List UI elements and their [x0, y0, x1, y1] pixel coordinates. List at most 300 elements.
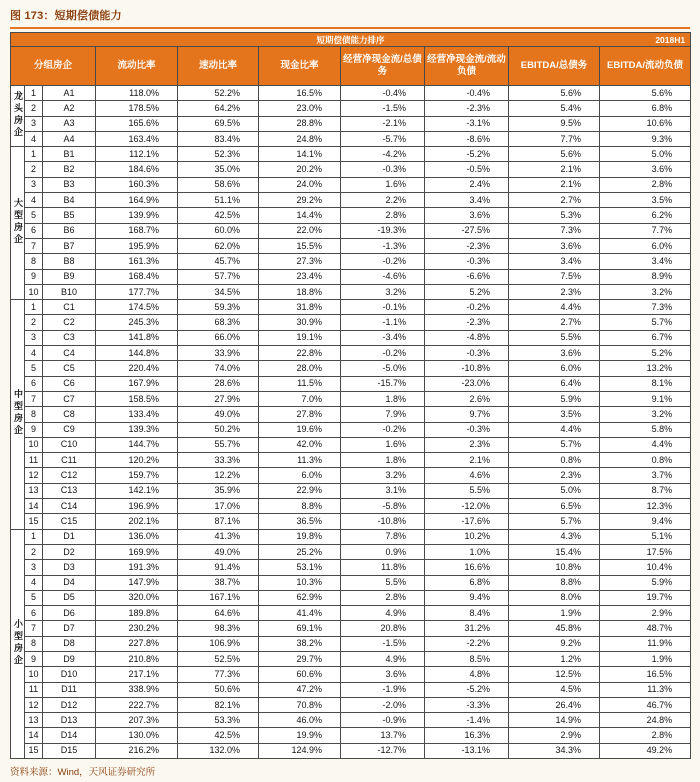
row-number: 2: [25, 162, 43, 177]
value-cell: 64.6%: [178, 606, 259, 621]
row-number: 3: [25, 560, 43, 575]
value-cell: -0.3%: [425, 422, 509, 437]
row-number: 8: [25, 254, 43, 269]
table-row: [11, 346, 691, 361]
table-row: [11, 300, 691, 315]
value-cell: 74.0%: [178, 361, 259, 376]
value-cell: 45.7%: [178, 254, 259, 269]
value-cell: 1.2%: [509, 651, 600, 666]
table-row: [11, 483, 691, 498]
value-cell: 42.0%: [259, 437, 341, 452]
value-cell: 60.0%: [178, 223, 259, 238]
value-cell: -0.3%: [341, 162, 425, 177]
value-cell: 35.0%: [178, 162, 259, 177]
company-code: B5: [43, 208, 96, 223]
company-code: D12: [43, 697, 96, 712]
company-code: B7: [43, 238, 96, 253]
company-code: C6: [43, 376, 96, 391]
row-number: 4: [25, 193, 43, 208]
value-cell: 1.0%: [425, 544, 509, 559]
table-row: [11, 682, 691, 697]
value-cell: 29.2%: [259, 193, 341, 208]
value-cell: 144.7%: [96, 437, 178, 452]
company-code: B9: [43, 269, 96, 284]
value-cell: 7.8%: [341, 529, 425, 544]
value-cell: 112.1%: [96, 147, 178, 162]
value-cell: -8.6%: [425, 131, 509, 146]
value-cell: 8.1%: [600, 376, 691, 391]
value-cell: 1.8%: [341, 391, 425, 406]
row-number: 11: [25, 682, 43, 697]
value-cell: 165.6%: [96, 116, 178, 131]
table-row: [11, 651, 691, 666]
value-cell: -2.3%: [425, 101, 509, 116]
value-cell: 49.2%: [600, 743, 691, 758]
value-cell: 5.9%: [509, 391, 600, 406]
value-cell: 5.8%: [600, 422, 691, 437]
value-cell: 7.5%: [509, 269, 600, 284]
value-cell: 33.9%: [178, 346, 259, 361]
company-code: D8: [43, 636, 96, 651]
value-cell: 11.5%: [259, 376, 341, 391]
value-cell: 210.8%: [96, 651, 178, 666]
company-code: D4: [43, 575, 96, 590]
row-number: 6: [25, 223, 43, 238]
row-number: 5: [25, 361, 43, 376]
row-number: 7: [25, 391, 43, 406]
value-cell: 144.8%: [96, 346, 178, 361]
value-cell: -1.5%: [341, 636, 425, 651]
table-row: [11, 147, 691, 162]
value-cell: 27.3%: [259, 254, 341, 269]
row-number: 9: [25, 422, 43, 437]
value-cell: 2.8%: [341, 208, 425, 223]
value-cell: 19.7%: [600, 590, 691, 605]
value-cell: -1.3%: [341, 238, 425, 253]
table-body: [11, 86, 691, 759]
value-cell: 9.7%: [425, 407, 509, 422]
value-cell: 23.4%: [259, 269, 341, 284]
table-row: [11, 743, 691, 758]
value-cell: -0.4%: [341, 86, 425, 101]
value-cell: 2.6%: [425, 391, 509, 406]
company-code: B4: [43, 193, 96, 208]
value-cell: 42.5%: [178, 728, 259, 743]
value-cell: 1.6%: [341, 177, 425, 192]
value-cell: 141.8%: [96, 330, 178, 345]
table-title: 短期偿债能力排序: [316, 34, 385, 45]
table-row: [11, 208, 691, 223]
table-row: [11, 468, 691, 483]
value-cell: 5.7%: [509, 437, 600, 452]
value-cell: 11.3%: [259, 453, 341, 468]
value-cell: -12.7%: [341, 743, 425, 758]
value-cell: 118.0%: [96, 86, 178, 101]
value-cell: 3.5%: [600, 193, 691, 208]
value-cell: 167.1%: [178, 590, 259, 605]
value-cell: 5.6%: [509, 147, 600, 162]
company-code: D15: [43, 743, 96, 758]
value-cell: 11.3%: [600, 682, 691, 697]
row-number: 14: [25, 728, 43, 743]
header-col: 经营净现金流/流动负债: [425, 47, 509, 86]
value-cell: 52.5%: [178, 651, 259, 666]
value-cell: -0.2%: [341, 346, 425, 361]
value-cell: 133.4%: [96, 407, 178, 422]
table-row: [11, 177, 691, 192]
value-cell: 16.5%: [600, 667, 691, 682]
value-cell: -5.2%: [425, 682, 509, 697]
value-cell: 48.7%: [600, 621, 691, 636]
value-cell: 8.4%: [425, 606, 509, 621]
header-col: 现金比率: [259, 47, 341, 86]
value-cell: 227.8%: [96, 636, 178, 651]
table-row: [11, 162, 691, 177]
value-cell: -3.3%: [425, 697, 509, 712]
value-cell: 19.1%: [259, 330, 341, 345]
value-cell: 53.3%: [178, 713, 259, 728]
value-cell: 16.3%: [425, 728, 509, 743]
value-cell: 9.1%: [600, 391, 691, 406]
table-row: [11, 606, 691, 621]
table-row: [11, 254, 691, 269]
header-group-col: 分组房企: [11, 47, 96, 86]
company-code: A3: [43, 116, 96, 131]
company-code: D14: [43, 728, 96, 743]
value-cell: 14.9%: [509, 713, 600, 728]
value-cell: 22.8%: [259, 346, 341, 361]
value-cell: 16.5%: [259, 86, 341, 101]
company-code: C11: [43, 453, 96, 468]
table-row: [11, 667, 691, 682]
table-row: [11, 636, 691, 651]
value-cell: 3.2%: [600, 407, 691, 422]
value-cell: 245.3%: [96, 315, 178, 330]
value-cell: 2.9%: [600, 606, 691, 621]
value-cell: 69.5%: [178, 116, 259, 131]
table-row: [11, 499, 691, 514]
value-cell: 35.9%: [178, 483, 259, 498]
value-cell: 31.2%: [425, 621, 509, 636]
value-cell: 10.2%: [425, 529, 509, 544]
value-cell: 5.7%: [600, 315, 691, 330]
value-cell: 6.5%: [509, 499, 600, 514]
company-code: C5: [43, 361, 96, 376]
value-cell: 24.8%: [259, 131, 341, 146]
company-code: D10: [43, 667, 96, 682]
row-number: 4: [25, 346, 43, 361]
value-cell: 28.0%: [259, 361, 341, 376]
value-cell: 4.9%: [341, 606, 425, 621]
value-cell: 3.6%: [509, 238, 600, 253]
value-cell: 22.0%: [259, 223, 341, 238]
value-cell: 8.7%: [600, 483, 691, 498]
value-cell: 174.5%: [96, 300, 178, 315]
company-code: C14: [43, 499, 96, 514]
value-cell: 163.4%: [96, 131, 178, 146]
value-cell: 120.2%: [96, 453, 178, 468]
value-cell: 17.0%: [178, 499, 259, 514]
period-label: 2018H1: [655, 34, 686, 45]
value-cell: 14.4%: [259, 208, 341, 223]
value-cell: 12.3%: [600, 499, 691, 514]
row-number: 2: [25, 315, 43, 330]
row-number: 13: [25, 483, 43, 498]
value-cell: 5.0%: [509, 483, 600, 498]
table-row: [11, 728, 691, 743]
value-cell: 26.4%: [509, 697, 600, 712]
value-cell: 27.8%: [259, 407, 341, 422]
company-code: D5: [43, 590, 96, 605]
value-cell: 8.8%: [509, 575, 600, 590]
value-cell: 15.5%: [259, 238, 341, 253]
row-number: 6: [25, 606, 43, 621]
value-cell: 3.6%: [600, 162, 691, 177]
value-cell: 66.0%: [178, 330, 259, 345]
value-cell: 12.2%: [178, 468, 259, 483]
value-cell: 1.6%: [341, 437, 425, 452]
value-cell: 3.4%: [425, 193, 509, 208]
value-cell: -15.7%: [341, 376, 425, 391]
value-cell: 207.3%: [96, 713, 178, 728]
group-label: 龙头房企: [11, 86, 25, 147]
table-row: [11, 514, 691, 529]
value-cell: -0.2%: [425, 300, 509, 315]
value-cell: 9.4%: [425, 590, 509, 605]
value-cell: -4.8%: [425, 330, 509, 345]
value-cell: 19.6%: [259, 422, 341, 437]
value-cell: 6.0%: [259, 468, 341, 483]
value-cell: -12.0%: [425, 499, 509, 514]
value-cell: 5.4%: [509, 101, 600, 116]
value-cell: 3.4%: [600, 254, 691, 269]
table-row: [11, 86, 691, 101]
value-cell: -4.2%: [341, 147, 425, 162]
value-cell: 7.3%: [509, 223, 600, 238]
value-cell: -6.6%: [425, 269, 509, 284]
value-cell: 8.0%: [509, 590, 600, 605]
row-number: 14: [25, 499, 43, 514]
table-row: [11, 422, 691, 437]
value-cell: 19.8%: [259, 529, 341, 544]
value-cell: 19.9%: [259, 728, 341, 743]
value-cell: 2.1%: [509, 177, 600, 192]
value-cell: 0.8%: [509, 453, 600, 468]
value-cell: 2.8%: [341, 590, 425, 605]
title-rule: [10, 27, 690, 29]
value-cell: 49.0%: [178, 407, 259, 422]
value-cell: 59.3%: [178, 300, 259, 315]
value-cell: 38.7%: [178, 575, 259, 590]
value-cell: 5.6%: [600, 86, 691, 101]
value-cell: 5.1%: [600, 529, 691, 544]
value-cell: 9.2%: [509, 636, 600, 651]
value-cell: -5.0%: [341, 361, 425, 376]
value-cell: 130.0%: [96, 728, 178, 743]
row-number: 9: [25, 651, 43, 666]
row-number: 5: [25, 590, 43, 605]
value-cell: 1.9%: [509, 606, 600, 621]
value-cell: 2.3%: [509, 284, 600, 299]
value-cell: -2.2%: [425, 636, 509, 651]
value-cell: -3.4%: [341, 330, 425, 345]
value-cell: -2.3%: [425, 238, 509, 253]
value-cell: 55.7%: [178, 437, 259, 452]
value-cell: 5.2%: [600, 346, 691, 361]
value-cell: -0.5%: [425, 162, 509, 177]
value-cell: 189.8%: [96, 606, 178, 621]
header-col: EBITDA/总债务: [509, 47, 600, 86]
row-number: 8: [25, 407, 43, 422]
company-code: D6: [43, 606, 96, 621]
column-header-row: [11, 47, 691, 86]
value-cell: 2.1%: [509, 162, 600, 177]
value-cell: 9.5%: [509, 116, 600, 131]
value-cell: 5.6%: [509, 86, 600, 101]
value-cell: 1.9%: [600, 651, 691, 666]
table-row: [11, 713, 691, 728]
value-cell: 168.7%: [96, 223, 178, 238]
table-row: [11, 560, 691, 575]
value-cell: -0.2%: [341, 254, 425, 269]
value-cell: 222.7%: [96, 697, 178, 712]
value-cell: 6.8%: [600, 101, 691, 116]
value-cell: 28.6%: [178, 376, 259, 391]
value-cell: 50.2%: [178, 422, 259, 437]
figure-title: 图 173：短期偿债能力: [10, 10, 122, 22]
row-number: 4: [25, 575, 43, 590]
value-cell: 2.1%: [425, 453, 509, 468]
company-code: B8: [43, 254, 96, 269]
company-code: B6: [43, 223, 96, 238]
row-number: 12: [25, 697, 43, 712]
group-label: 小型房企: [11, 529, 25, 758]
table-row: [11, 315, 691, 330]
value-cell: 132.0%: [178, 743, 259, 758]
value-cell: 22.9%: [259, 483, 341, 498]
value-cell: -1.5%: [341, 101, 425, 116]
company-code: C7: [43, 391, 96, 406]
value-cell: 3.6%: [425, 208, 509, 223]
value-cell: 10.4%: [600, 560, 691, 575]
table-row: [11, 116, 691, 131]
row-number: 7: [25, 238, 43, 253]
value-cell: 10.3%: [259, 575, 341, 590]
value-cell: 46.7%: [600, 697, 691, 712]
value-cell: 58.6%: [178, 177, 259, 192]
value-cell: -13.1%: [425, 743, 509, 758]
value-cell: 196.9%: [96, 499, 178, 514]
company-code: A2: [43, 101, 96, 116]
row-number: 1: [25, 147, 43, 162]
value-cell: 20.2%: [259, 162, 341, 177]
row-number: 4: [25, 131, 43, 146]
table-row: [11, 223, 691, 238]
value-cell: 4.4%: [600, 437, 691, 452]
value-cell: 4.8%: [425, 667, 509, 682]
value-cell: -0.2%: [341, 422, 425, 437]
table-title-cell: [11, 33, 691, 47]
value-cell: 7.0%: [259, 391, 341, 406]
value-cell: 7.9%: [341, 407, 425, 422]
table-row: [11, 407, 691, 422]
company-code: B1: [43, 147, 96, 162]
value-cell: 12.5%: [509, 667, 600, 682]
header-col: 流动比率: [96, 47, 178, 86]
value-cell: 4.6%: [425, 468, 509, 483]
value-cell: 77.3%: [178, 667, 259, 682]
value-cell: 220.4%: [96, 361, 178, 376]
value-cell: 217.1%: [96, 667, 178, 682]
value-cell: -5.2%: [425, 147, 509, 162]
row-number: 10: [25, 667, 43, 682]
value-cell: 51.1%: [178, 193, 259, 208]
value-cell: -3.1%: [425, 116, 509, 131]
row-number: 10: [25, 284, 43, 299]
value-cell: 2.7%: [509, 315, 600, 330]
table-row: [11, 590, 691, 605]
company-code: D1: [43, 529, 96, 544]
value-cell: 50.6%: [178, 682, 259, 697]
value-cell: 34.5%: [178, 284, 259, 299]
value-cell: 5.5%: [509, 330, 600, 345]
value-cell: 216.2%: [96, 743, 178, 758]
value-cell: 3.2%: [341, 468, 425, 483]
row-number: 11: [25, 453, 43, 468]
company-code: D13: [43, 713, 96, 728]
value-cell: 9.4%: [600, 514, 691, 529]
value-cell: 52.2%: [178, 86, 259, 101]
value-cell: 3.2%: [341, 284, 425, 299]
value-cell: 49.0%: [178, 544, 259, 559]
company-code: C3: [43, 330, 96, 345]
value-cell: 338.9%: [96, 682, 178, 697]
table-row: [11, 284, 691, 299]
value-cell: 42.5%: [178, 208, 259, 223]
value-cell: 202.1%: [96, 514, 178, 529]
value-cell: 3.7%: [600, 468, 691, 483]
row-number: 2: [25, 544, 43, 559]
value-cell: 3.6%: [509, 346, 600, 361]
company-code: A4: [43, 131, 96, 146]
value-cell: -19.3%: [341, 223, 425, 238]
value-cell: 168.4%: [96, 269, 178, 284]
row-number: 3: [25, 116, 43, 131]
table-row: [11, 544, 691, 559]
value-cell: 124.9%: [259, 743, 341, 758]
value-cell: 7.7%: [509, 131, 600, 146]
value-cell: 34.3%: [509, 743, 600, 758]
value-cell: 5.9%: [600, 575, 691, 590]
value-cell: 46.0%: [259, 713, 341, 728]
table-row: [11, 330, 691, 345]
table-row: [11, 269, 691, 284]
value-cell: 27.9%: [178, 391, 259, 406]
value-cell: 191.3%: [96, 560, 178, 575]
value-cell: 30.9%: [259, 315, 341, 330]
company-code: B10: [43, 284, 96, 299]
value-cell: 52.3%: [178, 147, 259, 162]
value-cell: 2.3%: [425, 437, 509, 452]
value-cell: 2.3%: [509, 468, 600, 483]
value-cell: -2.3%: [425, 315, 509, 330]
value-cell: 31.8%: [259, 300, 341, 315]
row-number: 1: [25, 300, 43, 315]
value-cell: 60.6%: [259, 667, 341, 682]
company-code: D7: [43, 621, 96, 636]
row-number: 15: [25, 514, 43, 529]
value-cell: 161.3%: [96, 254, 178, 269]
